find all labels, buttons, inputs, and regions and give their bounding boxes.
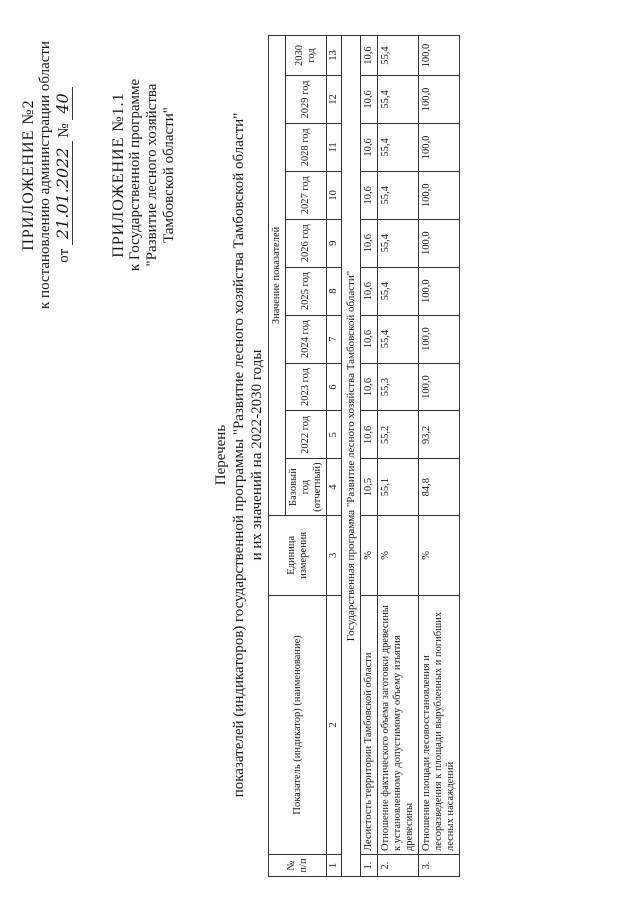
value-cell: 55,4 [378,315,419,363]
value-cell: 10,6 [361,219,378,267]
value-cell: 55,4 [378,76,419,124]
column-index: 7 [327,315,342,363]
column-index: 11 [327,123,342,171]
program-title: Государственная программа "Развитие лесного хозяйства Тамбовской области" [342,36,361,877]
value-cell: 100,0 [419,123,460,171]
unit-cell: % [378,515,419,595]
year-header: 2022 год [286,411,327,459]
table-header-row [269,36,286,877]
date-prefix: от [56,248,72,263]
value-cell: 10,6 [361,267,378,315]
header-values: Значение показателей [269,36,286,516]
row-number: 3. [419,855,460,877]
value-cell: 10,6 [361,123,378,171]
value-cell: 100,0 [419,267,460,315]
appendix-1-1-line-2: "Развитие лесного хозяйства [144,83,160,267]
year-header: Базовый год (отчетный) [286,459,327,516]
indicator-name: Отношение фактического объема заготовки древесины к установленному допустимому объему изъятия древесины [378,595,419,854]
handwritten-number: 40 [53,87,73,119]
header-name: Показатель (индикатор) (наименование) [269,595,327,854]
column-index-row [327,36,342,877]
year-header: 2024 год [286,315,327,363]
table-body [361,36,460,877]
column-index: 5 [327,411,342,459]
column-index: 13 [327,36,342,76]
value-cell: 93,2 [419,411,460,459]
value-cell: 10,6 [361,411,378,459]
value-cell: 55,2 [378,411,419,459]
title-line-1: Перечень [213,424,229,486]
unit-cell: % [419,515,460,595]
year-header: 2030 год [286,36,327,76]
value-cell: 10,6 [361,36,378,76]
column-index: 8 [327,267,342,315]
value-cell: 55,4 [378,123,419,171]
appendix-2-header [20,25,73,325]
value-cell: 84,8 [419,459,460,516]
title-line-3: и их значений на 2022-2030 годы [249,349,265,561]
value-cell: 10,6 [361,315,378,363]
value-cell: 55,1 [378,459,419,516]
year-header: 2027 год [286,171,327,219]
row-number: 1. [361,855,378,877]
year-header: 2023 год [286,363,327,411]
header-unit: Единица измерения [269,515,327,595]
value-cell: 55,4 [378,219,419,267]
column-index: 12 [327,76,342,124]
row-number: 2. [378,855,419,877]
handwritten-date: 21.01.2022 [53,141,73,245]
value-cell: 10,5 [361,459,378,516]
column-index: 10 [327,171,342,219]
year-header: 2026 год [286,219,327,267]
column-index: 6 [327,363,342,411]
appendix-2-line: к постановлению администрации области [37,41,53,309]
value-cell: 10,6 [361,76,378,124]
title-line-2: показателей (индикаторов) государственной программы "Развитие лесного хозяйства Тамбовской области" [231,112,247,798]
value-cell: 100,0 [419,219,460,267]
column-index: 3 [327,515,342,595]
value-cell: 100,0 [419,171,460,219]
table-row [378,36,419,877]
column-index: 1 [327,855,342,877]
value-cell: 55,4 [378,171,419,219]
year-header: 2025 год [286,267,327,315]
value-cell: 55,4 [378,36,419,76]
program-row [342,36,361,877]
indicators-table [268,35,460,877]
value-cell: 10,6 [361,363,378,411]
appendix-2-date-line [54,25,73,325]
appendix-1-1-line-1: к Государственной программе [127,78,143,272]
value-cell: 100,0 [419,76,460,124]
column-index: 2 [327,595,342,854]
indicator-name: Лесистость территории Тамбовской области [361,595,378,854]
year-header: 2029 год [286,76,327,124]
number-prefix: № [56,123,72,138]
value-cell: 100,0 [419,36,460,76]
table-row [361,36,378,877]
value-cell: 100,0 [419,315,460,363]
unit-cell: % [361,515,378,595]
value-cell: 10,6 [361,171,378,219]
document-title [212,65,266,845]
column-index: 4 [327,459,342,516]
indicator-name: Отношение площади лесовосстановления и лесоразведения к площади вырубленных и погибших лесных насаждений [419,595,460,854]
column-index: 9 [327,219,342,267]
header-num: № п/п [269,855,327,877]
value-cell: 100,0 [419,363,460,411]
appendix-2-title: ПРИЛОЖЕНИЕ №2 [20,99,37,251]
appendix-1-1-title: ПРИЛОЖЕНИЕ №1.1 [110,92,127,258]
appendix-1-1-line-3: Тамбовской области" [161,107,177,243]
year-header: 2028 год [286,123,327,171]
table-row [419,36,460,877]
value-cell: 55,4 [378,267,419,315]
value-cell: 55,3 [378,363,419,411]
appendix-1-1-header [110,25,178,325]
